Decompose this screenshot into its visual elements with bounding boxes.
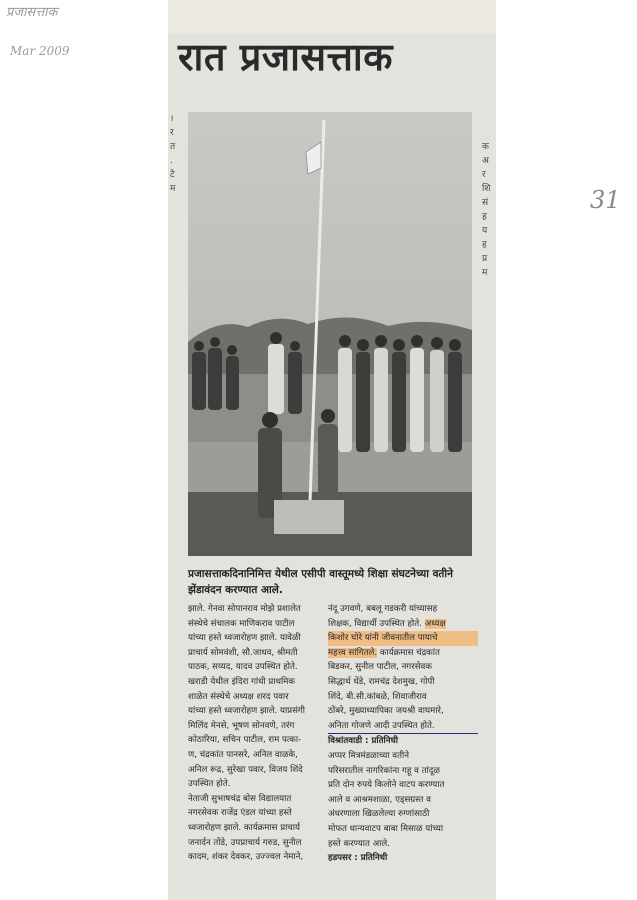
article-line: ण, चंद्रकांत पानसरे, अनिल वाळके, (188, 749, 298, 760)
article-line: हस्ते करण्यात आले. (328, 838, 390, 849)
article-line: मोफत धान्यवाटप बाबा मिसाळ यांच्या (328, 823, 444, 834)
article-text: कार्यक्रमास चंद्रकांत (377, 647, 440, 658)
article-line: अनिल रूद्र, सुरेखा पवार, विजय शिंदे (188, 764, 303, 775)
article-line: नेताजी सुभाषचंद्र बोस विद्यालयात (188, 793, 292, 804)
person-hoisting-head (262, 412, 278, 428)
article-line: सिद्धार्थ धेंडे, रामचंद्र देशमुख, गोपी (328, 676, 435, 687)
article-line: नंदू उगवणे, बबलू गडकरी यांच्यासह (328, 604, 438, 614)
newspaper-clipping (168, 0, 496, 900)
article-line: ध्वजारोहण झाले. कार्यक्रमास प्राचार्य (188, 822, 300, 833)
article-line: खराडी येथील इंदिरा गांधी प्राथमिक (188, 676, 295, 687)
article-column-right (328, 602, 478, 866)
article-line: अप्पर मित्रमंडळाच्या वतीने (328, 750, 409, 761)
handwritten-note-top: प्रजासत्ताक (6, 5, 58, 20)
article-line: अंधरणाला खिळलेल्या रुग्णांसाठी (328, 809, 430, 820)
underlined-text: अनिता गोजणे आदी उपस्थित होते. (328, 719, 478, 735)
highlighted-text: अध्यक्ष (424, 618, 446, 629)
article-line: जनार्दन तोंडे, उपप्राचार्य गरुड, सुनील (188, 837, 302, 848)
article-line: झाले. गेनवा सोपानराव मोझे प्रशालेत (188, 604, 301, 614)
reporter-credit: हडपसर : प्रतिनिधी (328, 853, 388, 864)
article-line: उपस्थित होते. (188, 779, 231, 790)
article-line: शाळेत संस्थेचे अध्यक्ष शरद पवार (188, 691, 289, 702)
handwritten-date-note: Mar 2009 (10, 44, 70, 58)
article-text: शिक्षक, विद्यार्थी उपस्थित होते. (328, 618, 425, 629)
person-in-saree (318, 424, 338, 504)
article-line: यांच्या हस्ते ध्वजारोहण झाले. यावेळी (188, 633, 301, 644)
reporter-credit: विश्रांतवाडी : प्रतिनिधी (328, 736, 398, 747)
article-line (328, 646, 478, 661)
clipping-top-strip (168, 0, 496, 34)
flag-hoisting-photo (188, 112, 472, 556)
article-line: शिंदे, बी.सी.कांबळे, शिवाजीराव (328, 691, 427, 702)
cut-column-left: । र त . टे म (170, 114, 176, 194)
article-line: प्रति दोन रुपये किलोने वाटप करण्यात (328, 780, 445, 791)
handwritten-page-number: 31 (590, 186, 621, 214)
highlighted-text: किशोर घोरे यांनी जीवनातील पायाचे (328, 631, 478, 646)
article-line (328, 617, 478, 632)
article-line: ठोंबरे, मुख्याध्यापिका जयश्री वाघमारे, (328, 706, 444, 717)
news-photo (188, 112, 472, 556)
article-line: पाठक, सय्यद, यादव उपस्थित होते. (188, 662, 298, 673)
photo-caption: प्रजासत्ताकदिनानिमित्त येथील एसीपी वास्तूमध्ये शिक्षा संघटनेच्या वतीने झेंडावंदन करण्यात आले. (188, 568, 453, 596)
article-line: नगरसेवक राजेंद्र एंडल यांच्या हस्ते (188, 808, 292, 819)
article-line: यांच्या हस्ते ध्वजारोहण झाले. याप्रसंगी (188, 706, 305, 717)
highlighted-text: महत्त्व सांगितले. (328, 647, 378, 658)
person-in-saree-head (321, 409, 335, 423)
flag-pole-base (274, 500, 344, 534)
article-line: परिसरातील नागरिकांना गहू व तांदूळ (328, 765, 440, 776)
article-line: कोठारिया, सचिन पाटील, राम पत्का- (188, 735, 302, 746)
article-column-left (188, 602, 330, 865)
article-line: आले व आश्रमशाळा, एड्सग्रस्त व (328, 794, 431, 805)
article-line: बिडकर, सुनील पाटील, नगरसेवक (328, 662, 432, 673)
article-line: संस्थेचे संचालक माणिकराव पाटील (188, 618, 295, 629)
cut-column-right: क अ र शि सं ह य ह प्र म (482, 142, 491, 278)
article-line: मिलिंद मेनसे, भूषण सोनवणे, तरंग (188, 720, 295, 731)
article-line: कादम, शंकर देवकर, उज्ज्वल नेमाने, (188, 852, 304, 863)
article-line: प्राचार्य सोमवंशी, सौ.जाधव, श्रीमती (188, 647, 298, 658)
headline: रात प्रजासत्ताक (178, 35, 393, 79)
